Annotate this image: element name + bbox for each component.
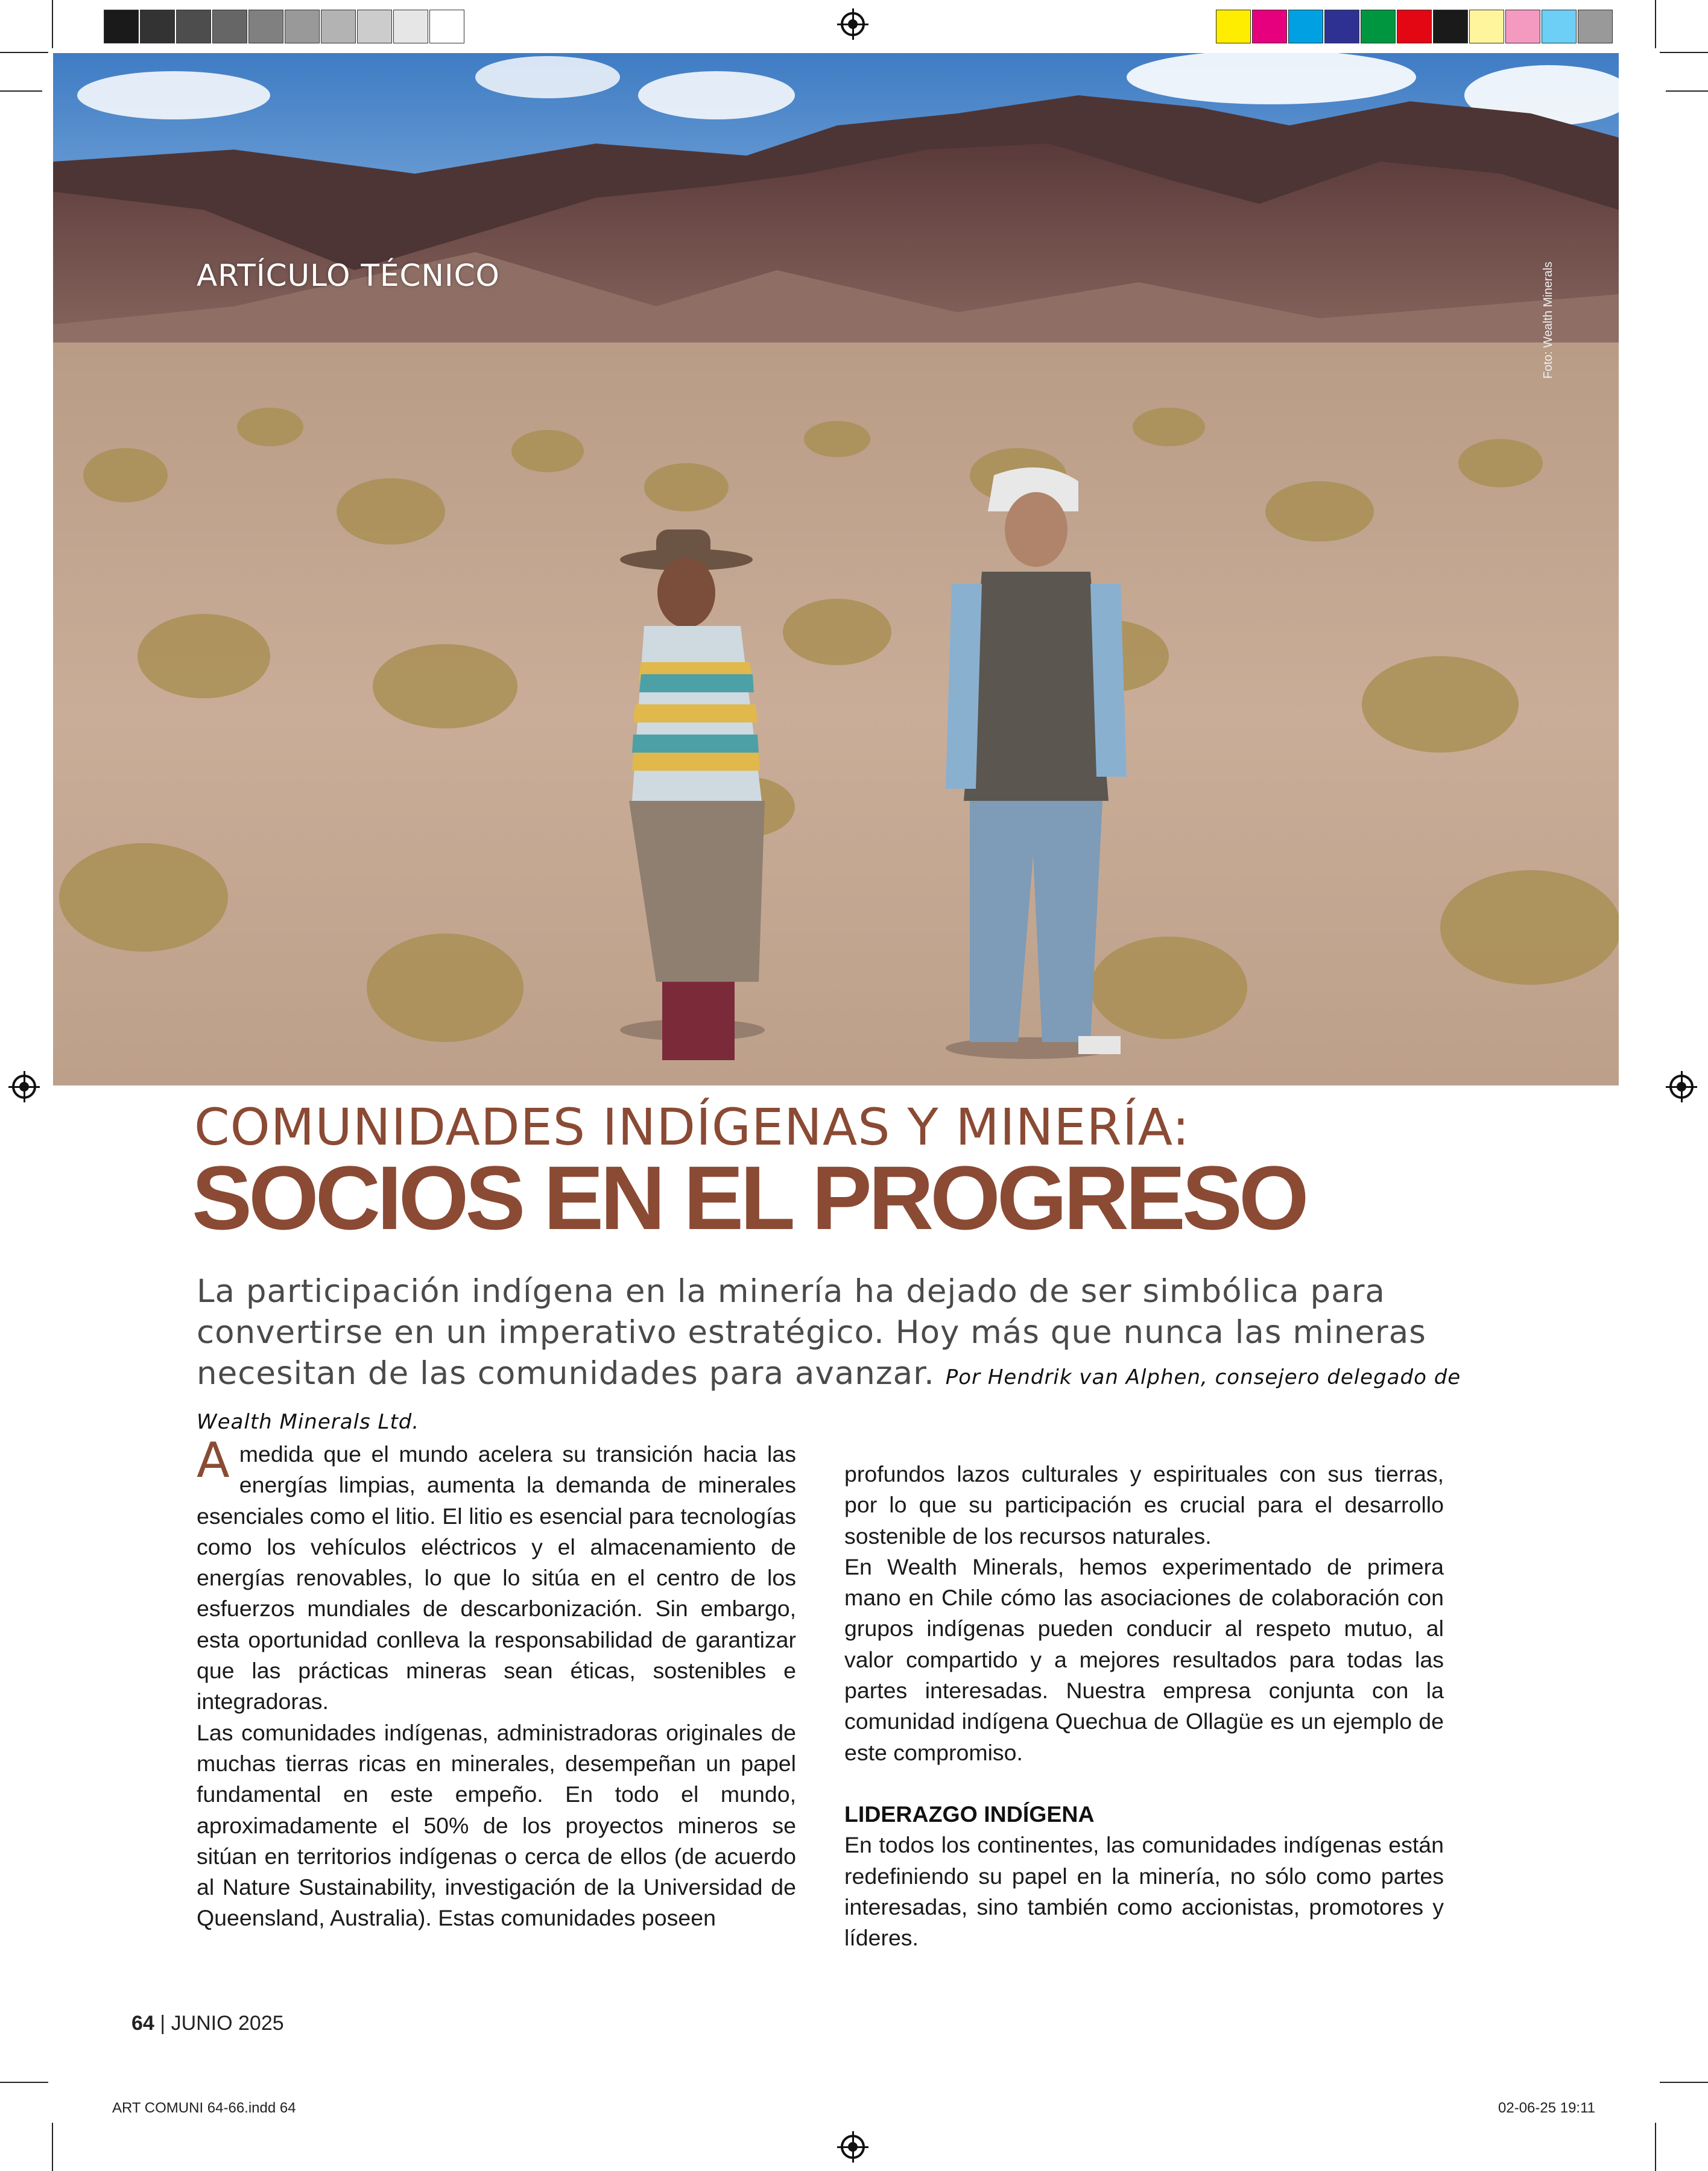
color-swatch bbox=[1397, 10, 1432, 43]
color-swatch bbox=[429, 10, 464, 43]
author-byline: Por Hendrik van Alphen, consejero delegado de Wealth Minerals Ltd. bbox=[197, 1365, 1461, 1434]
registration-mark bbox=[841, 12, 865, 36]
color-swatch-bar bbox=[1216, 10, 1614, 43]
color-swatch bbox=[285, 10, 320, 43]
crop-mark bbox=[1655, 2123, 1656, 2171]
section-label: ARTÍCULO TÉCNICO bbox=[197, 258, 500, 293]
color-swatch bbox=[176, 10, 211, 43]
color-swatch bbox=[1324, 10, 1359, 43]
hero-photo bbox=[53, 53, 1619, 1086]
drop-cap: A bbox=[197, 1432, 230, 1488]
crop-mark bbox=[0, 2082, 48, 2083]
crop-mark bbox=[1660, 52, 1708, 53]
registration-mark bbox=[841, 2135, 865, 2159]
page-folio bbox=[131, 2012, 284, 2035]
folio-separator: | bbox=[160, 2012, 166, 2035]
registration-mark bbox=[1669, 1075, 1694, 1099]
article-headline: SOCIOS EN EL PROGRESO bbox=[192, 1147, 1306, 1248]
color-swatch bbox=[1469, 10, 1504, 43]
color-swatch bbox=[1542, 10, 1577, 43]
color-swatch bbox=[1252, 10, 1287, 43]
print-slug-file: ART COMUNI 64-66.indd 64 bbox=[112, 2100, 296, 2116]
color-swatch bbox=[1505, 10, 1540, 43]
paragraph-text: medida que el mundo acelera su transición hacia las energías limpias, aumenta la demanda de minerales esenciales como el litio. El litio es esencial para tecnologías como los vehículos eléctricos y el almacenamiento de energías renovables, lo que lo sitúa en el centro de los esfuerzos mundiales de descarbonización. Sin embargo, esta oportunidad conlleva la responsabilidad de garantizar que las prácticas mineras sean éticas, sostenibles e integradoras. bbox=[197, 1441, 796, 1714]
page-number: 64 bbox=[131, 2012, 154, 2035]
body-column-left bbox=[197, 1432, 796, 1934]
paragraph: En todos los continentes, las comunidades indígenas están redefiniendo su papel en la minería, no sólo como partes interesadas, sino también como accionistas, promotores y líderes. bbox=[844, 1832, 1444, 1951]
crop-mark bbox=[1660, 2082, 1708, 2083]
color-swatch bbox=[321, 10, 356, 43]
color-swatch bbox=[1216, 10, 1251, 43]
body-column-right bbox=[844, 1459, 1444, 1953]
issue-date: JUNIO 2025 bbox=[171, 2012, 284, 2035]
paragraph: En Wealth Minerals, hemos experimentado de primera mano en Chile cómo las asociaciones de colaboración con grupos indígenas pueden conducir al respeto mutuo, al valor compartido y a mejores resultados para todas las partes interesadas. Nuestra empresa conjunta con la comunidad indígena Quechua de Ollagüe es un ejemplo de este compromiso. bbox=[844, 1553, 1444, 1765]
color-swatch bbox=[357, 10, 392, 43]
section-subheading: LIDERAZGO INDÍGENA bbox=[844, 1801, 1095, 1827]
color-swatch bbox=[140, 10, 175, 43]
photo-credit: Foto: Wealth Minerals bbox=[1542, 261, 1555, 379]
article-lede bbox=[197, 1271, 1475, 1443]
crop-mark bbox=[0, 90, 42, 92]
paragraph bbox=[197, 1432, 796, 1718]
article-kicker: COMUNIDADES INDÍGENAS Y MINERÍA: bbox=[194, 1098, 1190, 1157]
color-swatch bbox=[248, 10, 283, 43]
paragraph: Las comunidades indígenas, administradoras originales de muchas tierras ricas en minerales, desempeñan un papel fundamental en este empeño. En todo el mundo, aproximadamente el 50% de los proyectos mineros se sitúan en territorios indígenas o cerca de ellos (de acuerdo al Nature Sustainability, investigación de la Universidad de Queensland, Australia). Estas comunidades poseen bbox=[197, 1719, 796, 1931]
color-swatch bbox=[104, 10, 139, 43]
color-swatch bbox=[1578, 10, 1613, 43]
crop-mark bbox=[52, 2123, 53, 2171]
registration-mark bbox=[12, 1075, 36, 1099]
print-slug-date: 02-06-25 19:11 bbox=[1498, 2100, 1596, 2116]
paragraph: profundos lazos culturales y espirituales con sus tierras, por lo que su participación es crucial para el desarrollo sostenible de los recursos naturales. bbox=[844, 1461, 1444, 1549]
altiplano-landscape-illustration bbox=[53, 53, 1619, 1086]
color-swatch bbox=[212, 10, 247, 43]
crop-mark bbox=[0, 52, 48, 53]
gray-swatch-bar bbox=[104, 10, 466, 43]
color-swatch bbox=[1361, 10, 1396, 43]
color-swatch bbox=[1288, 10, 1323, 43]
color-swatch bbox=[1433, 10, 1468, 43]
crop-mark bbox=[1666, 90, 1708, 92]
crop-mark bbox=[52, 0, 53, 48]
lede-text: La participación indígena en la minería ha dejado de ser simbólica para convertirse en un imperativo estratégico. Hoy más que nunca las mineras necesitan de las comunidades para avanzar. bbox=[197, 1273, 1426, 1392]
color-swatch bbox=[393, 10, 428, 43]
crop-mark bbox=[1655, 0, 1656, 48]
